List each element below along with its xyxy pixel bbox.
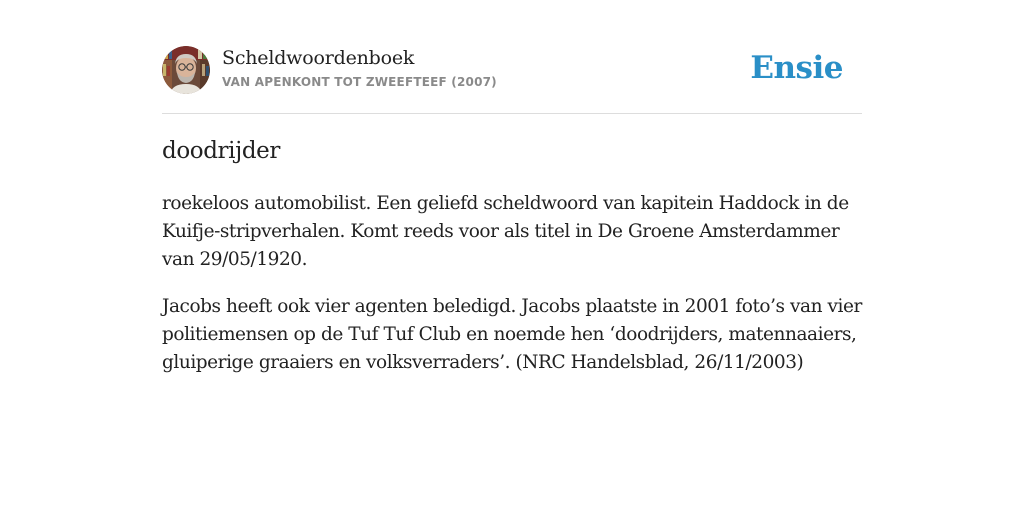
divider <box>162 113 862 114</box>
author-avatar[interactable] <box>162 46 210 94</box>
entry-term: doodrijder <box>162 138 280 164</box>
book-subtitle: VAN APENKONT TOT ZWEEFTEEF (2007) <box>222 75 497 89</box>
book-title[interactable]: Scheldwoordenboek <box>222 47 415 69</box>
author-portrait-icon <box>162 46 210 94</box>
header <box>162 46 862 96</box>
brand-logo[interactable]: Ensie <box>750 50 843 86</box>
entry-definition: roekeloos automobilist. Een geliefd scheldwoord van kapitein Haddock in de Kuifje-stripverhalen. Komt reeds voor als titel in De Groene Amsterdammer van 29/05/1920. <box>162 193 849 270</box>
entry-example: Jacobs heeft ook vier agenten beledigd. Jacobs plaatste in 2001 foto’s van vier politiemensen op de Tuf Tuf Club en noemde hen ‘doodrijders, matennaaiers, gluiperige graaiers en volksverraders’. (NRC Handelsblad, 26/11/2003) <box>162 296 862 373</box>
